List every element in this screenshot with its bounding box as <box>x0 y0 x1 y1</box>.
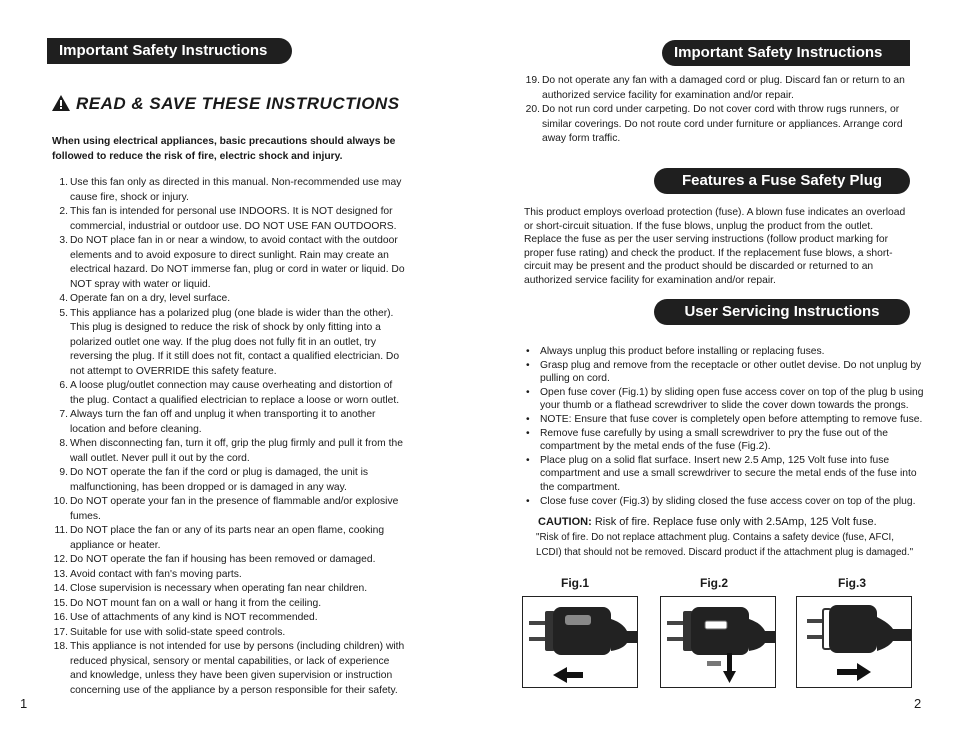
instruction-text: Operate fan on a dry, level surface. <box>70 293 231 304</box>
fig3-plug-illustration <box>796 596 912 688</box>
fig1-label: Fig.1 <box>561 576 590 590</box>
instruction-number: 10. <box>53 496 68 507</box>
read-save-title <box>52 94 400 114</box>
instruction-text: Always turn the fan off and unplug it when transporting it to another location and before cleaning. <box>70 409 376 435</box>
caution-label: CAUTION: <box>538 516 592 528</box>
instruction-number: 14. <box>53 583 68 594</box>
instruction-text: Do NOT operate your fan in the presence of flammable and/or explosive fumes. <box>70 496 399 522</box>
servicing-bullet: • Close fuse cover (Fig.3) by sliding closed the fuse access cover on top of the plug. <box>526 495 926 509</box>
instruction-item <box>52 640 406 698</box>
left-section-header: Important Safety Instructions <box>47 38 292 64</box>
instruction-text: This appliance is not intended for use by persons (including children) with reduced physical, sensory or mental capabilities, or lack of experience and knowledge, unless they have been given supervision or instruction concerning use of the appliance by a person responsible for their safety. <box>70 641 405 696</box>
instruction-item <box>524 103 910 147</box>
instruction-item <box>52 234 406 292</box>
instruction-item <box>52 437 406 466</box>
fuse-description: This product employs overload protection (fuse). A blown fuse indicates an overload or short-circuit situation. If the fuse blows, unplug the product from the outlet. Replace the fuse as per the user serving instructions (follow product marking for proper fuse rating) and check the product. If the replacement fuse blows, a short-circuit may be present and the product should be discarded or returned to an authorized service facility for examination and/or repair. <box>524 207 906 286</box>
instruction-number: 11. <box>54 525 68 536</box>
page-number-left: 1 <box>20 696 28 711</box>
instruction-number: 6. <box>59 380 68 391</box>
servicing-bullet: • NOTE: Ensure that fuse cover is completely open before attempting to remove fuse. <box>526 413 926 427</box>
instruction-item <box>52 176 406 205</box>
page-number-right: 2 <box>914 696 922 711</box>
instruction-number: 5. <box>59 307 68 319</box>
instruction-item <box>52 524 406 553</box>
instruction-item <box>52 466 406 495</box>
instruction-item <box>52 582 406 597</box>
instruction-text: This fan is intended for personal use INDOORS. It is NOT designed for commercial, industrial or outdoor use. DO NOT USE FAN OUTDOORS. <box>70 206 397 232</box>
instruction-item <box>52 568 406 583</box>
fig3-label: Fig.3 <box>838 576 867 590</box>
instruction-item <box>52 408 406 437</box>
instruction-item <box>52 205 406 234</box>
instruction-text: Do NOT place fan in or near a window, to avoid contact with the outdoor elements and to avoid exposure to direct sunlight. Rain may create an electrical hazard. Do NOT immerse fan, plug or cord in water or liquid. Do NOT spray with water or liquid. <box>70 235 405 290</box>
instruction-number: 12. <box>53 554 68 565</box>
servicing-bullet: • Remove fuse carefully by using a small screwdriver to pry the fuse out of the compartment by the metal ends of the fuse (Fig.2). <box>526 427 926 454</box>
instruction-text: Do not run cord under carpeting. Do not cover cord with throw rugs runners, or similar coverings. Do not route cord under furniture or appliances. Arrange cord away form traffic. <box>542 104 903 144</box>
instruction-number: 2. <box>59 206 68 217</box>
instruction-item <box>52 495 406 524</box>
caution-quote: "Risk of fire. Do not replace attachment plug. Contains a safety device (fuse, AFCI, LCDI) that should not be removed. Discard product if the attachment plug is damaged." <box>536 532 914 558</box>
right-instructions-list <box>524 74 910 147</box>
right-section-header: Important Safety Instructions <box>662 40 910 66</box>
read-save-text: READ & SAVE THESE INSTRUCTIONS <box>76 94 400 113</box>
servicing-bullets <box>526 345 926 508</box>
instruction-text: Suitable for use with solid-state speed controls. <box>70 626 286 638</box>
servicing-bullet: • Grasp plug and remove from the receptacle or other outlet devise. Do not unplug by pulling on cord. <box>526 359 926 386</box>
warning-icon <box>52 95 70 111</box>
instruction-item <box>52 611 406 626</box>
instruction-item <box>52 597 406 612</box>
instruction-number: 3. <box>59 235 68 246</box>
caution-text: Risk of fire. Replace fuse only with 2.5Amp, 125 Volt fuse. <box>594 516 877 528</box>
instruction-number: 19. <box>525 75 540 86</box>
instruction-text: Use of attachments of any kind is NOT recommended. <box>70 612 318 623</box>
instruction-text: Do NOT place the fan or any of its parts near an open flame, cooking appliance or heater. <box>70 525 385 551</box>
instruction-number: 15. <box>53 597 68 609</box>
instruction-text: Do NOT operate the fan if housing has been removed or damaged. <box>70 554 376 565</box>
instruction-number: 20. <box>525 104 540 115</box>
instruction-text: Do NOT mount fan on a wall or hang it from the ceiling. <box>70 597 322 609</box>
instruction-number: 16. <box>53 612 68 623</box>
instruction-text: Do NOT operate the fan if the cord or plug is damaged, the unit is malfunctioning, has been dropped or is damaged in any way. <box>70 467 369 493</box>
fuse-section-header: Features a Fuse Safety Plug <box>654 168 910 194</box>
fig2-plug-illustration <box>660 596 776 688</box>
instruction-item <box>52 292 406 307</box>
intro-text: When using electrical appliances, basic precautions should always be followed to reduce the risk of fire, electric shock and injury. <box>52 136 396 162</box>
caution-line <box>538 516 877 528</box>
servicing-section-header: User Servicing Instructions <box>654 299 910 325</box>
servicing-bullet: • Open fuse cover (Fig.1) by sliding open fuse access cover on top of the plug b using your thumb or a flathead screwdriver to slide the cover down towards the prongs. <box>526 386 926 413</box>
instruction-number: 8. <box>59 438 68 449</box>
instruction-item <box>52 626 406 641</box>
instruction-number: 9. <box>59 467 68 478</box>
servicing-bullet: • Place plug on a solid flat surface. Insert new 2.5 Amp, 125 Volt fuse into fuse compartment and use a small screwdriver to secure the metal ends of the fuse into the compartment. <box>526 454 926 495</box>
instruction-text: Do not operate any fan with a damaged cord or plug. Discard fan or return to an authorized service facility for examination and/or repair. <box>542 75 905 101</box>
instruction-number: 13. <box>53 568 68 580</box>
instruction-text: Close supervision is necessary when operating fan near children. <box>70 583 368 594</box>
instruction-item <box>52 379 406 408</box>
instruction-number: 1. <box>59 177 68 188</box>
instruction-number: 4. <box>59 293 68 304</box>
instruction-text: This appliance has a polarized plug (one blade is wider than the other). This plug is designed to reduce the risk of shock by only fitting into a polarized outlet one way. If the plug does not fully fit in an outlet, try reversing the plug. If it still does not fit, contact a qualified electrician. Do not attempt to OVERRIDE this safety feature. <box>70 307 400 377</box>
left-instructions-list <box>52 176 406 698</box>
instruction-text: Use this fan only as directed in this manual. Non-recommended use may cause fire, shock or injury. <box>70 177 402 203</box>
instruction-text: Avoid contact with fan's moving parts. <box>70 568 242 580</box>
instruction-item <box>52 553 406 568</box>
instruction-text: When disconnecting fan, turn it off, grip the plug firmly and pull it from the wall outlet. Never pull it out by the cord. <box>70 438 403 464</box>
instruction-number: 18. <box>53 641 68 652</box>
instruction-number: 17. <box>53 626 68 638</box>
fig1-plug-illustration <box>522 596 638 688</box>
instruction-item <box>52 307 406 380</box>
servicing-bullet: • Always unplug this product before installing or replacing fuses. <box>526 345 926 359</box>
fig2-label: Fig.2 <box>700 576 729 590</box>
instruction-text: A loose plug/outlet connection may cause overheating and distortion of the plug. Contact a qualified electrician to replace a loose or worn outlet. <box>70 380 400 406</box>
instruction-number: 7. <box>59 409 68 420</box>
instruction-item <box>524 74 910 103</box>
